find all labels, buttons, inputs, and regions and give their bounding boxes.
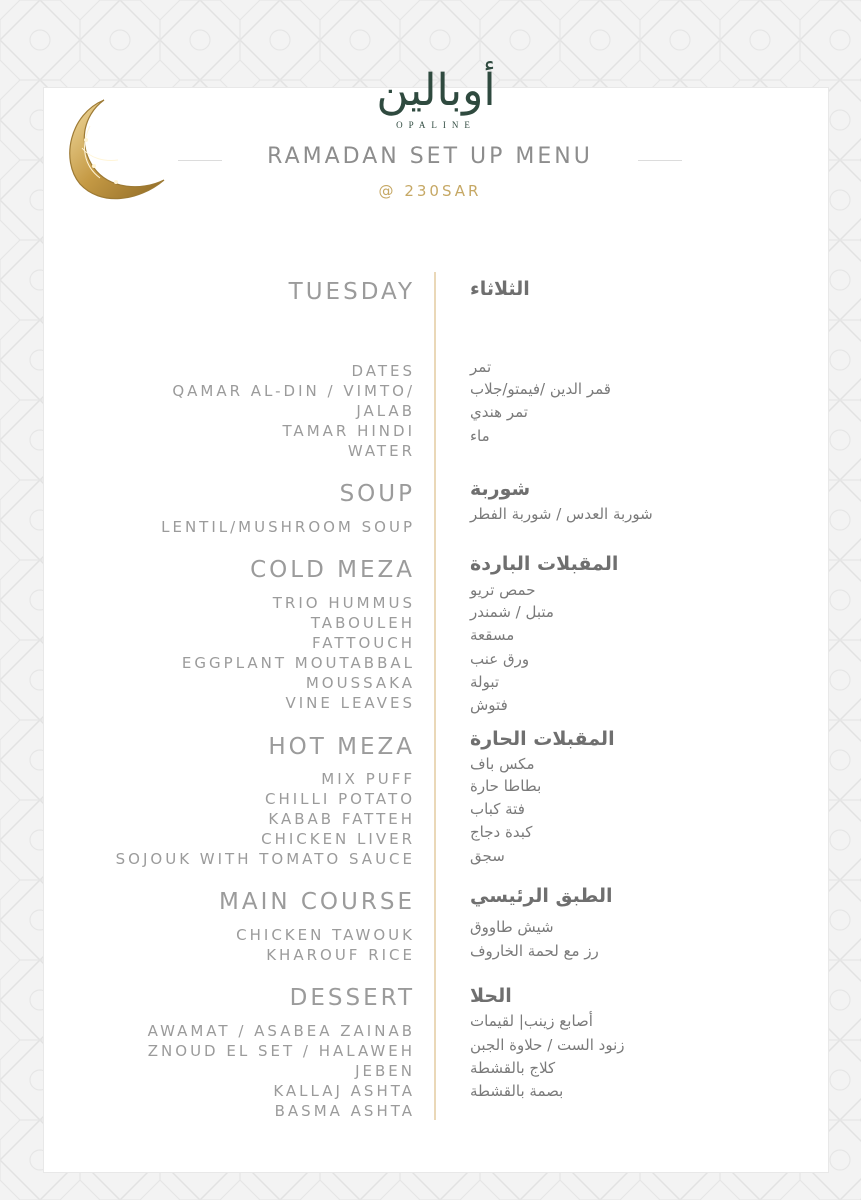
hot-meza-ar-2: بطاطا حارة: [470, 777, 542, 795]
hot-meza-en-1: MIX PUFF: [321, 770, 415, 788]
dessert-title-en: DESSERT: [289, 985, 415, 1011]
dessert-ar-3: كلاج بالقشطة: [470, 1059, 556, 1077]
drink-en-2: QAMAR AL-DIN / VIMTO/: [172, 382, 415, 400]
dessert-ar-2: زنود الست / حلاوة الجبن: [470, 1036, 625, 1054]
hot-meza-title-en: HOT MEZA: [268, 734, 415, 760]
dessert-en-3: JEBEN: [355, 1062, 415, 1080]
hot-meza-en-4: CHICKEN LIVER: [261, 830, 415, 848]
cold-meza-en-6: VINE LEAVES: [285, 694, 415, 712]
day-ar: الثلاثاء: [470, 278, 530, 300]
soup-title-en: SOUP: [339, 481, 415, 507]
drink-en-5: WATER: [347, 442, 415, 460]
cold-meza-ar-6: فتوش: [470, 696, 508, 714]
drink-ar-2: قمر الدين /فيمتو/جلاب: [470, 380, 611, 398]
drink-en-1: DATES: [351, 362, 415, 380]
soup-title-ar: شوربة: [470, 478, 531, 500]
drink-ar-4: ماء: [470, 427, 490, 445]
dessert-en-4: KALLAJ ASHTA: [273, 1082, 415, 1100]
main-course-en-1: CHICKEN TAWOUK: [236, 926, 415, 944]
dessert-en-2: ZNOUD EL SET / HALAWEH: [147, 1042, 415, 1060]
drink-en-4: TAMAR HINDI: [282, 422, 415, 440]
hot-meza-en-3: KABAB FATTEH: [268, 810, 415, 828]
day-en: TUESDAY: [288, 279, 415, 305]
dessert-en-1: AWAMAT / ASABEA ZAINAB: [147, 1022, 415, 1040]
cold-meza-en-3: FATTOUCH: [312, 634, 415, 652]
cold-meza-ar-3: مسقعة: [470, 626, 515, 644]
menu-price: @ 230SAR: [378, 182, 482, 200]
title-rule-left: [178, 160, 222, 161]
cold-meza-ar-5: تبولة: [470, 673, 500, 691]
hot-meza-en-5: SOJOUK WITH TOMATO SAUCE: [115, 850, 415, 868]
main-course-title-en: MAIN COURSE: [219, 889, 415, 915]
cold-meza-ar-1: حمص تريو: [470, 581, 536, 599]
drink-ar-3: تمر هندي: [470, 403, 528, 421]
cold-meza-ar-2: متبل / شمندر: [470, 603, 554, 621]
title-rule-right: [638, 160, 682, 161]
soup-ar-1: شوربة العدس / شوربة الفطر: [470, 505, 653, 523]
menu-card: [44, 88, 828, 1172]
cold-meza-en-5: MOUSSAKA: [305, 674, 415, 692]
hot-meza-ar-4: كبدة دجاج: [470, 823, 533, 841]
dessert-ar-4: بصمة بالقشطة: [470, 1082, 564, 1100]
cold-meza-title-ar: المقبلات الباردة: [470, 553, 619, 575]
dessert-ar-1: أصابع زينب| لقيمات: [470, 1012, 593, 1030]
cold-meza-en-4: EGGPLANT MOUTABBAL: [181, 654, 415, 672]
hot-meza-ar-5: سجق: [470, 847, 505, 865]
main-course-ar-1: شيش طاووق: [470, 918, 554, 936]
dessert-en-5: BASMA ASHTA: [274, 1102, 415, 1120]
soup-en-1: LENTIL/MUSHROOM SOUP: [161, 518, 415, 536]
logo-english: OPALINE: [396, 120, 476, 130]
main-course-title-ar: الطبق الرئيسي: [470, 885, 613, 907]
hot-meza-en-2: CHILLI POTATO: [265, 790, 415, 808]
cold-meza-title-en: COLD MEZA: [250, 557, 415, 583]
cold-meza-en-2: TABOULEH: [310, 614, 415, 632]
logo-arabic: أوبالين: [376, 65, 496, 116]
menu-title: RAMADAN SET UP MENU: [267, 144, 593, 169]
drink-en-3: JALAB: [356, 402, 415, 420]
crescent-moon-icon: [60, 96, 166, 208]
hot-meza-ar-3: فتة كباب: [470, 800, 525, 818]
drink-ar-1: تمر: [470, 358, 492, 376]
main-course-ar-2: رز مع لحمة الخاروف: [470, 942, 599, 960]
column-divider: [434, 272, 436, 1120]
main-course-en-2: KHAROUF RICE: [266, 946, 415, 964]
hot-meza-ar-1: مكس باف: [470, 755, 535, 773]
hot-meza-title-ar: المقبلات الحارة: [470, 728, 615, 750]
cold-meza-en-1: TRIO HUMMUS: [272, 594, 415, 612]
dessert-title-ar: الحلا: [470, 985, 512, 1007]
cold-meza-ar-4: ورق عنب: [470, 650, 530, 668]
